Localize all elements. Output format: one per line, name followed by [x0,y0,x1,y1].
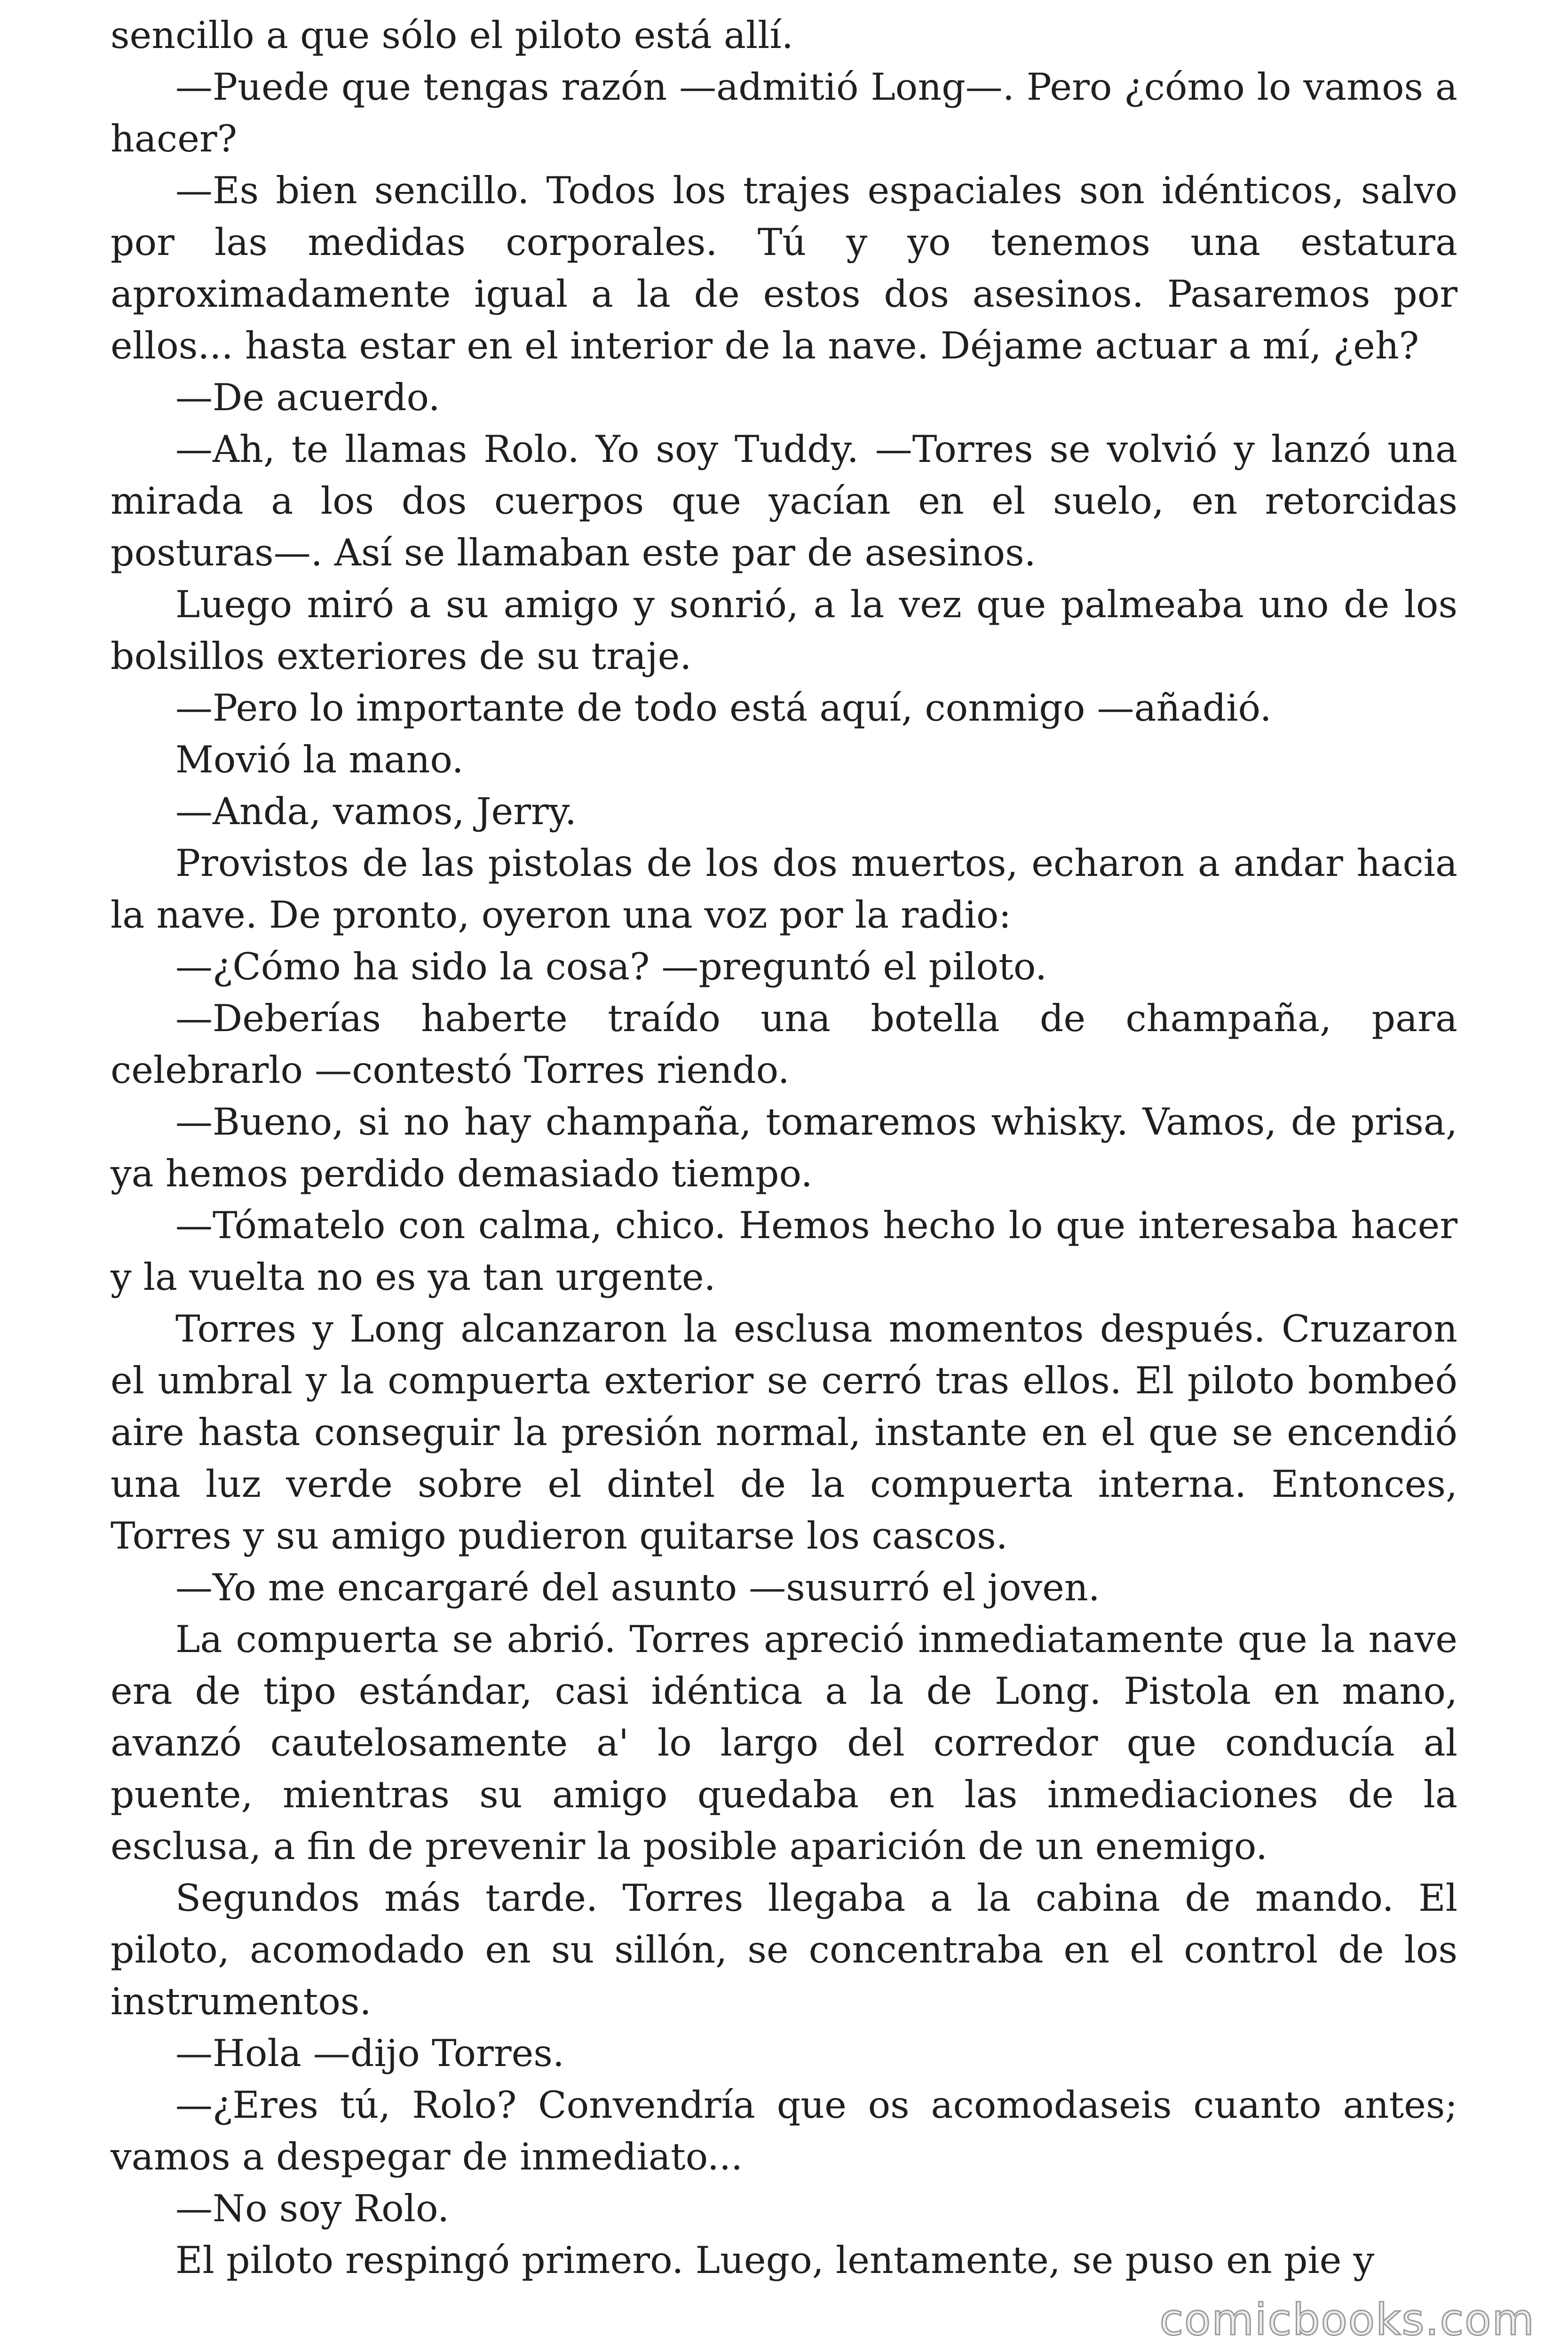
paragraph-11: —¿Cómo ha sido la cosa? —preguntó el piloto. [175,945,1047,988]
paragraph-8: Movió la mano. [175,738,464,781]
paragraph-19: —Hola —dijo Torres. [175,2032,564,2075]
paragraph-7: —Pero lo importante de todo está aquí, conmigo —añadió. [175,686,1272,730]
paragraph-21: —No soy Rolo. [175,2187,450,2230]
paragraph-12: —Deberías haberte traído una botella de champaña, para celebrarlo —contestó Torres riendo. [111,997,1457,1092]
paragraph-15: Torres y Long alcanzaron la esclusa momentos después. Cruzaron el umbral y la compuerta exterior se cerró tras ellos. El piloto bombeó aire hasta conseguir la presión normal, instante en el que se encendió una luz verde sobre el dintel de la compuerta interna. Entonces, Torres y su amigo pudieron quitarse los cascos. [111,1307,1457,1557]
paragraph-18: Segundos más tarde. Torres llegaba a la cabina de mando. El piloto, acomodado en su sillón, se concentraba en el control de los instrumentos. [111,1876,1457,2023]
paragraph-13: —Bueno, si no hay champaña, tomaremos whisky. Vamos, de prisa, ya hemos perdido demasiado tiempo. [111,1100,1457,1195]
paragraph-10: Provistos de las pistolas de los dos muertos, echaron a andar hacia la nave. De pronto, oyeron una voz por la radio: [111,842,1457,937]
paragraph-22: El piloto respingó primero. Luego, lentamente, se puso en pie y [175,2239,1375,2282]
paragraph-3: —Es bien sencillo. Todos los trajes espaciales son idénticos, salvo por las medidas corporales. Tú y yo tenemos una estatura aproximadamente igual a la de estos dos asesinos. Pasaremos por ellos... hasta estar en el interior de la nave. Déjame actuar a mí, ¿eh? [111,169,1457,367]
paragraph-6: Luego miró a su amigo y sonrió, a la vez que palmeaba uno de los bolsillos exteriores de su traje. [111,583,1457,678]
watermark: comicbooks.com [1159,2295,1535,2345]
paragraph-1: sencillo a que sólo el piloto está allí. [111,14,793,57]
paragraph-14: —Tómatelo con calma, chico. Hemos hecho lo que interesaba hacer y la vuelta no es ya tan urgente. [111,1204,1457,1299]
page-text [111,9,1457,2286]
paragraph-5: —Ah, te llamas Rolo. Yo soy Tuddy. —Torres se volvió y lanzó una mirada a los dos cuerpos que yacían en el suelo, en retorcidas posturas—. Así se llamaban este par de asesinos. [111,428,1457,574]
paragraph-16: —Yo me encargaré del asunto —susurró el joven. [175,1566,1100,1609]
paragraph-17: La compuerta se abrió. Torres apreció inmediatamente que la nave era de tipo estándar, casi idéntica a la de Long. Pistola en mano, avanzó cautelosamente a' lo largo del corredor que conducía al puente, mientras su amigo quedaba en las inmediaciones de la esclusa, a fin de prevenir la posible aparición de un enemigo. [111,1618,1457,1868]
paragraph-20: —¿Eres tú, Rolo? Convendría que os acomodaseis cuanto antes; vamos a despegar de inmediato... [111,2083,1457,2178]
paragraph-2: —Puede que tengas razón —admitió Long—. Pero ¿cómo lo vamos a hacer? [111,65,1457,160]
paragraph-4: —De acuerdo. [175,376,440,419]
paragraph-9: —Anda, vamos, Jerry. [175,790,577,833]
